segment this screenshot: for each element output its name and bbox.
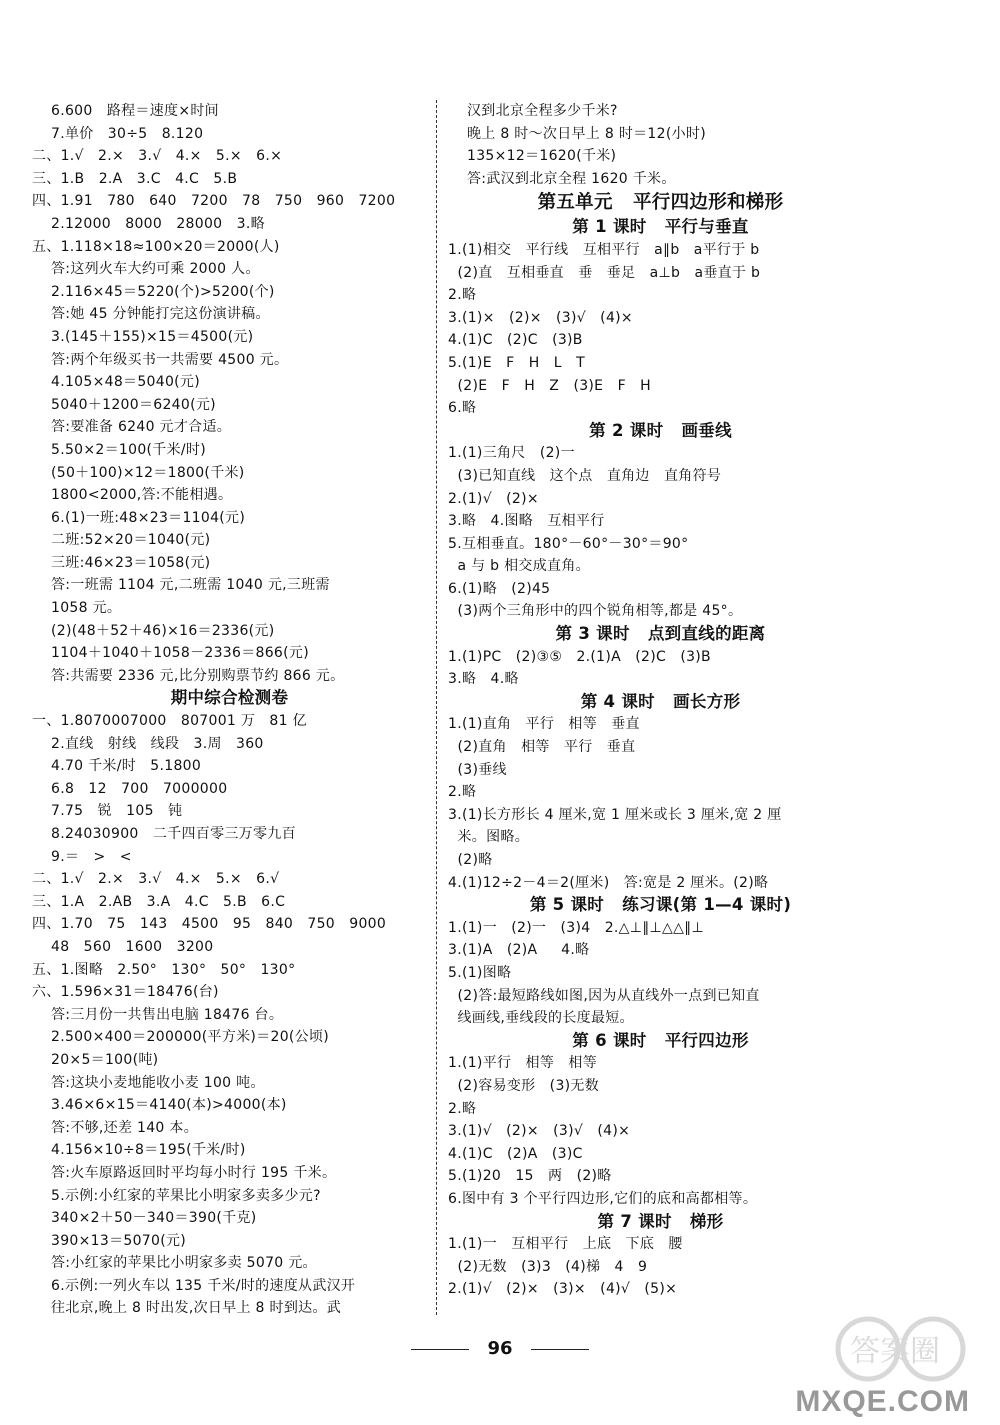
section-heading: 第 5 课时 练习课(第 1—4 课时) xyxy=(529,895,792,915)
answer-line: 4.156×10÷8＝195(千米/时) xyxy=(32,1142,246,1159)
section-heading: 期中综合检测卷 xyxy=(170,688,289,708)
answer-line: 8.24030900 二千四百零三万零九百 xyxy=(32,826,296,842)
answer-line: 五、1.118×18≈100×20＝2000(人) xyxy=(32,238,280,255)
page-number-value: 96 xyxy=(487,1338,513,1359)
answer-line: 3.46×6×15＝4140(本)>4000(本) xyxy=(32,1097,287,1114)
answer-line: 340×2＋50－340＝390(千克) xyxy=(32,1210,257,1227)
answer-line: (50＋100)×12＝1800(千米) xyxy=(32,464,245,481)
answer-line: 6.8 12 700 7000000 xyxy=(32,780,228,797)
answer-line: 5.互相垂直。180°－60°－30°＝90° xyxy=(448,535,689,552)
answer-line: 晚上 8 时～次日早上 8 时＝12(小时) xyxy=(448,125,706,142)
answer-line: 4.(1)C (2)A (3)C xyxy=(448,1145,583,1162)
answer-line: 线画线,垂线段的长度最短。 xyxy=(448,1010,634,1027)
section-heading: 第 1 课时 平行与垂直 xyxy=(572,217,749,237)
answer-line: 汉到北京全程多少千米? xyxy=(448,103,618,119)
answer-line: 3.(1)√ (2)× (3)√ (4)× xyxy=(448,1123,631,1140)
answer-line: 三班:46×23＝1058(元) xyxy=(32,554,211,571)
answer-line: 5.(1)20 15 两 (2)略 xyxy=(448,1168,612,1185)
answer-line: 1.(1)一 互相平行 上底 下底 腰 xyxy=(448,1236,683,1253)
answer-line: 一、1.8070007000 807001 万 81 亿 xyxy=(32,713,307,730)
answer-line: 390×13＝5070(元) xyxy=(32,1232,187,1249)
answer-line: a 与 b 相交成直角。 xyxy=(448,558,590,575)
section-heading: 第 3 课时 点到直线的距离 xyxy=(555,624,766,644)
answer-line: 48 560 1600 3200 xyxy=(32,938,214,955)
answer-line: 6.示例:一列火车以 135 千米/时的速度从武汉开 xyxy=(32,1277,356,1294)
answer-line: 五、1.图略 2.50° 130° 50° 130° xyxy=(32,961,296,978)
left-column xyxy=(32,100,427,1320)
answer-line: (2)无数 (3)3 (4)梯 4 9 xyxy=(448,1258,648,1275)
answer-line: 二、1.√ 2.× 3.√ 4.× 5.× 6.√ xyxy=(32,871,280,888)
answer-line: 2.(1)√ (2)× (3)× (4)√ (5)× xyxy=(448,1281,678,1298)
section-heading: 第 7 课时 梯形 xyxy=(597,1211,724,1231)
column-divider xyxy=(436,100,437,1315)
answer-line: 二班:52×20＝1040(元) xyxy=(32,532,211,549)
page-number-dash-right xyxy=(531,1349,589,1350)
answer-line: 6.略 xyxy=(448,400,477,417)
answer-line: 6.(1)略 (2)45 xyxy=(448,580,551,597)
answer-line: 2.直线 射线 线段 3.周 360 xyxy=(32,735,264,752)
answer-line: (3)两个三角形中的四个锐角相等,都是 45°。 xyxy=(448,603,743,620)
answer-line: 3.(1)A (2)A 4.略 xyxy=(448,942,590,959)
answer-line: 6.600 路程＝速度×时间 xyxy=(32,103,219,119)
answer-line: 四、1.91 780 640 7200 78 750 960 7200 xyxy=(32,193,396,210)
section-heading: 第五单元 平行四边形和梯形 xyxy=(537,192,784,214)
answer-line: 答:这块小麦地能收小麦 100 吨。 xyxy=(32,1074,265,1091)
answer-line: 答:火车原路返回时平均每小时行 195 千米。 xyxy=(32,1164,337,1181)
answer-line: 6.图中有 3 个平行四边形,它们的底和高都相等。 xyxy=(448,1190,758,1207)
answer-line: 三、1.B 2.A 3.C 4.C 5.B xyxy=(32,170,238,187)
section-heading: 第 4 课时 画长方形 xyxy=(580,691,741,711)
answer-line: 答:小红家的苹果比小明家多卖 5070 元。 xyxy=(32,1255,317,1272)
answer-line: 5.50×2＝100(千米/时) xyxy=(32,441,206,458)
answer-line: (2)E F H Z (3)E F H xyxy=(448,377,652,394)
answer-line: 6.(1)一班:48×23＝1104(元) xyxy=(32,509,246,526)
page-number-dash-left xyxy=(411,1349,469,1350)
section-heading: 第 6 课时 平行四边形 xyxy=(572,1030,749,1050)
answer-line: 答:共需要 2336 元,比分别购票节约 866 元。 xyxy=(32,667,345,684)
answer-line: 5040＋1200＝6240(元) xyxy=(32,396,216,413)
answer-line: 9.＝ > < xyxy=(32,848,132,865)
answer-line: (2)(48＋52＋46)×16＝2336(元) xyxy=(32,622,275,639)
answer-line: (2)直 互相垂直 垂 垂足 a⊥b a垂直于 b xyxy=(448,264,761,281)
answer-line: (2)容易变形 (3)无数 xyxy=(448,1077,600,1094)
answer-line: 1.(1)PC (2)③⑤ 2.(1)A (2)C (3)B xyxy=(448,648,711,665)
watermark-logo-chars: 答案圈 xyxy=(850,1334,940,1369)
answer-line: (3)垂线 xyxy=(448,761,507,778)
answer-line: 答:武汉到北京全程 1620 千米。 xyxy=(448,170,676,187)
answer-line: 2.略 xyxy=(448,1100,477,1117)
answer-line: 二、1.√ 2.× 3.√ 4.× 5.× 6.× xyxy=(32,148,283,165)
answer-line: 4.(1)C (2)C (3)B xyxy=(448,332,583,349)
answer-line: 2.12000 8000 28000 3.略 xyxy=(32,215,265,232)
answer-line: 1104＋1040＋1058－2336＝866(元) xyxy=(32,645,309,662)
answer-line: 7.单价 30÷5 8.120 xyxy=(32,125,204,142)
answer-line: 3.(1)长方形长 4 厘米,宽 1 厘米或长 3 厘米,宽 2 厘 xyxy=(448,806,782,823)
section-heading: 第 2 课时 画垂线 xyxy=(589,420,732,440)
answer-line: 1800<2000,答:不能相遇。 xyxy=(32,487,233,504)
answer-line: 4.70 千米/时 5.1800 xyxy=(32,758,202,775)
watermark-text: MXQE.COM xyxy=(795,1385,970,1418)
answer-line: 2.500×400＝200000(平方米)＝20(公顷) xyxy=(32,1029,330,1046)
answer-line: 答:要准备 6240 元才合适。 xyxy=(32,419,232,436)
answer-line: 4.105×48＝5040(元) xyxy=(32,374,200,391)
answer-line: 1058 元。 xyxy=(32,600,122,617)
answer-line: 1.(1)直角 平行 相等 垂直 xyxy=(448,716,640,733)
answer-line: 答:一班需 1104 元,二班需 1040 元,三班需 xyxy=(32,577,330,594)
answer-line: 2.116×45＝5220(个)>5200(个) xyxy=(32,283,275,300)
answer-line: 米。图略。 xyxy=(448,829,529,846)
answer-line: (2)直角 相等 平行 垂直 xyxy=(448,739,636,756)
answer-line: 7.75 锐 105 钝 xyxy=(32,803,183,820)
answer-line: 答:这列火车大约可乘 2000 人。 xyxy=(32,261,260,278)
answer-line: (3)已知直线 这个点 直角边 直角符号 xyxy=(448,467,722,484)
answer-line: 1.(1)相交 平行线 互相平行 a∥b a平行于 b xyxy=(448,241,760,258)
answer-line: 1.(1)三角尺 (2)一 xyxy=(448,445,575,462)
answer-line: 四、1.70 75 143 4500 95 840 750 9000 xyxy=(32,916,387,933)
answer-line: 135×12＝1620(千米) xyxy=(448,148,617,165)
answer-line: 4.(1)12÷2－4＝2(厘米) 答:宽是 2 厘米。(2)略 xyxy=(448,874,769,891)
answer-line: 1.(1)一 (2)一 (3)4 2.△⊥∥⊥△△∥⊥ xyxy=(448,919,704,936)
answer-line: 20×5＝100(吨) xyxy=(32,1051,159,1068)
answer-line: 答:她 45 分钟能打完这份演讲稿。 xyxy=(32,306,270,323)
answer-line: 1.(1)平行 相等 相等 xyxy=(448,1055,597,1072)
right-column xyxy=(448,100,873,1301)
answer-line: 3.略 4.图略 互相平行 xyxy=(448,513,605,530)
answer-line: 2.(1)√ (2)× xyxy=(448,490,539,507)
answer-line: 3.(1)× (2)× (3)√ (4)× xyxy=(448,309,633,326)
answer-line: (2)略 xyxy=(448,852,493,868)
answer-line: 3.(145＋155)×15＝4500(元) xyxy=(32,328,254,345)
answer-line: 5.(1)E F H L T xyxy=(448,354,585,371)
answer-line: 5.示例:小红家的苹果比小明家多卖多少元? xyxy=(32,1187,321,1204)
answer-line: 答:两个年级买书一共需要 4500 元。 xyxy=(32,351,289,368)
answer-line: 三、1.A 2.AB 3.A 4.C 5.B 6.C xyxy=(32,893,286,910)
answer-line: 5.(1)图略 xyxy=(448,964,512,981)
answer-line: 3.略 4.略 xyxy=(448,671,519,688)
answer-line: 六、1.596×31＝18476(台) xyxy=(32,984,219,1001)
answer-line: 2.略 xyxy=(448,784,477,801)
answer-line: (2)答:最短路线如图,因为从直线外一点到已知直 xyxy=(448,987,760,1004)
answer-line: 2.略 xyxy=(448,287,477,304)
answer-line: 答:不够,还差 140 本。 xyxy=(32,1119,198,1136)
answer-line: 往北京,晚上 8 时出发,次日早上 8 时到达。武 xyxy=(32,1300,342,1317)
answer-line: 答:三月份一共售出电脑 18476 台。 xyxy=(32,1006,284,1023)
